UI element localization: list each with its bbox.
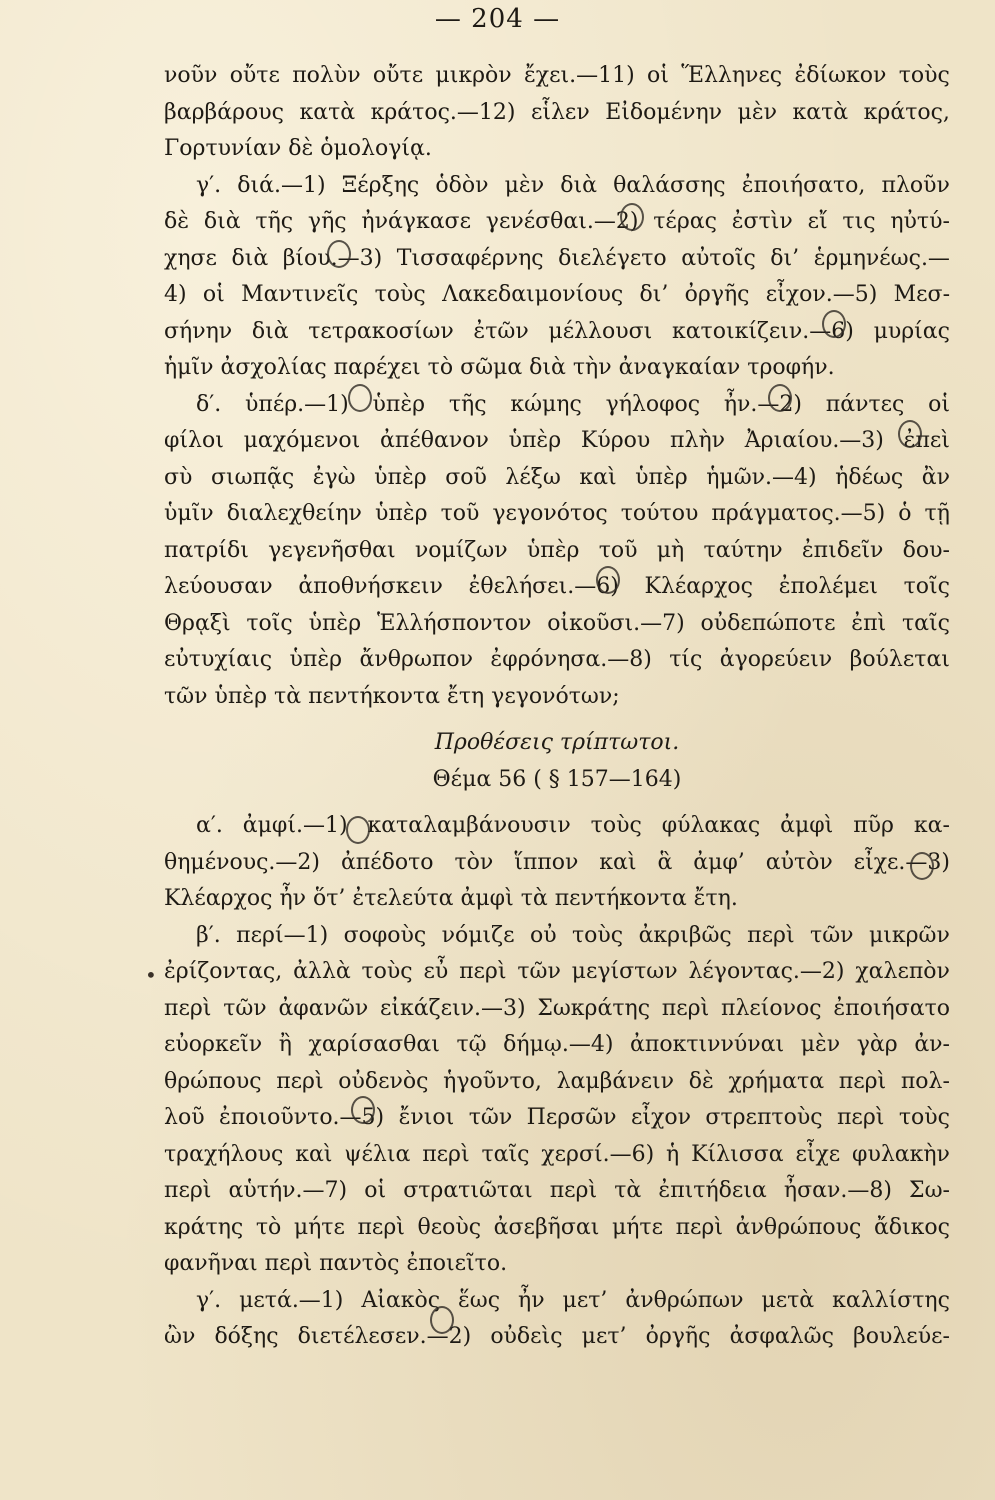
word: εὐορκεῖν	[164, 1032, 263, 1057]
word: ὑπέρ.—1)	[245, 391, 349, 417]
word: ἐπὶ	[851, 610, 887, 636]
word: γενέσθαι.—2)	[485, 209, 639, 234]
word: τραχήλους	[164, 1141, 284, 1167]
page-number: — 204 —	[434, 4, 561, 34]
word: χαλεπὸν	[855, 959, 950, 984]
word: ὑπὲρ	[374, 464, 427, 490]
word: ἀνθρώπων	[625, 1287, 744, 1313]
word: κα-	[913, 813, 950, 838]
word: νομίζων	[414, 537, 508, 563]
word: περὶ	[164, 1178, 212, 1203]
word: ἐθελήσει.—6)	[468, 574, 619, 599]
text-line	[164, 808, 950, 845]
word: μετά.—1)	[239, 1287, 344, 1313]
word: περὶ	[164, 995, 212, 1021]
word: ἀμφ’	[693, 849, 745, 875]
word: φύλακας	[661, 813, 761, 838]
word: μικρῶν	[868, 922, 950, 948]
text-line	[164, 606, 950, 643]
text-line	[164, 460, 950, 497]
word: ἕως	[457, 1287, 501, 1313]
word: Κύρου	[580, 428, 651, 453]
word: μετ’	[581, 1324, 627, 1349]
word: ὁδὸν	[435, 172, 489, 198]
text-line	[164, 533, 950, 570]
word: ὁ	[898, 501, 912, 526]
word: τοῦ	[440, 501, 480, 526]
word: πατρίδι	[164, 537, 249, 563]
word: διὰ	[251, 318, 289, 344]
word: πάντες	[825, 391, 905, 417]
word: Ἕλληνες	[681, 63, 783, 88]
word: χρήματα	[728, 1068, 825, 1094]
word: ἐγὼ	[312, 464, 356, 490]
word: σοφοὺς	[343, 922, 427, 948]
word: οὐ	[529, 922, 557, 948]
word: πλοῦν	[881, 172, 950, 198]
word: ἀσφαλῶς	[729, 1324, 834, 1349]
word: ἀσεβῆσαι	[493, 1214, 600, 1240]
word: Κίλισσα	[691, 1141, 784, 1167]
word: βαρβάρους	[164, 99, 284, 125]
word: τοὺς	[898, 1105, 950, 1130]
word: ἵππον	[514, 849, 579, 875]
word: ἀνθρώπους	[735, 1214, 862, 1240]
word: πῦρ	[853, 813, 894, 838]
word: ἐφρόνησα.—8)	[490, 647, 652, 672]
word: διετέλεσεν.—2)	[297, 1324, 472, 1349]
word: τις	[842, 209, 876, 234]
word: ἔχει.—11)	[523, 63, 635, 88]
word: μέλλουσι	[548, 318, 653, 344]
word: δὲ	[164, 209, 190, 234]
word: ἄδικος	[873, 1214, 950, 1240]
word: ἔνιοι	[398, 1105, 455, 1130]
word: δου-	[902, 537, 950, 563]
word: δι’	[770, 245, 800, 271]
word: περὶ	[838, 1068, 887, 1094]
word: καὶ	[295, 1141, 333, 1167]
word: μετὰ	[761, 1287, 815, 1313]
word: 4)	[164, 282, 187, 307]
word: οὐδεὶς	[490, 1324, 563, 1349]
word: κράτος.—12)	[370, 99, 516, 125]
word: ἦσαν.—8)	[783, 1178, 892, 1203]
word: λεύουσαν	[164, 574, 273, 599]
word: τοὺς	[361, 959, 413, 984]
word: θαλάσσης	[613, 172, 726, 198]
word: ἀν-	[914, 1032, 950, 1057]
word: Περσῶν	[526, 1105, 617, 1130]
word: οὐδενὸς	[338, 1068, 429, 1094]
word: Μεσ-	[893, 282, 950, 307]
word: τίς	[669, 647, 703, 672]
word: καλλίστης	[832, 1287, 950, 1313]
word: μὲν	[504, 172, 545, 198]
word: σοῦ	[445, 464, 487, 490]
word: λέγοντας.—2)	[688, 959, 845, 984]
word: διὰ	[203, 209, 241, 234]
word: περὶ	[459, 959, 507, 984]
word: περί—1)	[236, 922, 329, 948]
word: γῆς	[307, 209, 347, 234]
paragraph-meta	[164, 1283, 950, 1356]
word: ἐποιήσατο,	[741, 172, 866, 198]
word: τὸν	[454, 849, 494, 875]
word: ὑπὲρ	[374, 501, 428, 526]
text-line	[164, 1283, 950, 1320]
word: γεγονότος	[492, 501, 608, 526]
word: εἶχον	[630, 1105, 691, 1130]
word: αὐτοῖς	[681, 245, 756, 271]
word: τοὺς	[572, 922, 624, 948]
word: λοῦ	[164, 1105, 205, 1130]
word: σήνην	[164, 318, 233, 344]
text-line	[164, 204, 950, 241]
word: μεγίστων	[571, 959, 678, 984]
word: τούτου	[620, 501, 699, 526]
word: τὸ	[255, 1214, 282, 1240]
word: ἀλλὰ	[293, 959, 351, 984]
word: διὰ	[560, 172, 597, 198]
word: πράγματος.—5)	[711, 501, 886, 526]
word: ἐδίωκον	[794, 63, 887, 88]
word: περὶ	[747, 922, 795, 948]
word: ἀποκτιννύναι	[630, 1032, 785, 1057]
word: μικρὸν	[435, 63, 512, 88]
word: ὑπὲρ	[289, 647, 343, 672]
word: ἐποιήσατο	[833, 995, 950, 1021]
word: ἐτῶν	[473, 318, 529, 344]
word: τοὺς	[374, 282, 426, 307]
word: ἀγορεύειν	[719, 647, 833, 672]
word: λέξω	[505, 464, 561, 490]
margin-dot: •	[145, 963, 157, 987]
text-line	[164, 1064, 950, 1101]
word: δήμῳ.—4)	[503, 1032, 614, 1057]
word: τὰ	[614, 1178, 642, 1203]
word: περὶ	[675, 1214, 723, 1240]
paragraph-dia	[164, 168, 950, 387]
word: μήτε	[293, 1214, 345, 1240]
word: εἶχε.—3)	[853, 849, 950, 875]
word: ἀπέθανον	[380, 428, 489, 453]
word: γεγενῆσθαι	[268, 537, 396, 563]
word: διαλεχθείην	[226, 501, 362, 526]
word: Τισσαφέρνης	[396, 245, 544, 271]
word: μετ’	[562, 1287, 608, 1313]
word: τῶν	[810, 922, 854, 948]
word: κράτης	[164, 1214, 244, 1240]
word: εἶχον.—5)	[765, 282, 878, 307]
word: ἀμφί.—1)	[242, 813, 348, 838]
word: ἂν	[921, 464, 950, 490]
word: τῆς	[255, 209, 294, 234]
word: ἀπέδοτο	[340, 849, 434, 875]
word: τῶν	[517, 959, 561, 984]
word: τῶν	[223, 995, 267, 1021]
word: θεοὺς	[417, 1214, 482, 1240]
word: νοῦν	[164, 63, 218, 88]
word: οὐδεπώποτε	[700, 610, 836, 636]
word: δόξης	[214, 1324, 279, 1349]
text-line	[164, 991, 950, 1028]
word: οὔτε	[372, 63, 424, 88]
word: διά.—1)	[237, 172, 326, 198]
word: ταῖς	[901, 610, 950, 636]
section-heading: Προθέσεις τρίπτωτοι.	[434, 730, 680, 755]
text-line	[164, 845, 950, 882]
word: εἴ	[807, 209, 828, 234]
text-line	[164, 569, 950, 606]
word: οἱ	[928, 391, 950, 417]
word: ἑρμηνέως.—	[813, 245, 950, 271]
text-line	[164, 954, 950, 991]
section-subheading: Θέμα 56 ( § 157—164)	[432, 766, 682, 792]
word: καὶ	[599, 849, 637, 875]
text-line	[164, 95, 950, 132]
word: Λακεδαιμονίους	[442, 282, 624, 307]
word: ἠνάγκασε	[361, 209, 471, 234]
word: ἐπεὶ	[903, 428, 950, 453]
word: κατὰ	[792, 99, 849, 125]
word: σὺ	[164, 464, 193, 490]
word: ἦν.—2)	[723, 391, 802, 417]
word: ἡμῶν.—4)	[706, 464, 817, 490]
word: περὶ	[836, 1105, 885, 1130]
word: θημένους.—2)	[164, 849, 321, 875]
word: ἢ	[278, 1032, 292, 1057]
text-line	[164, 1027, 950, 1064]
word: τῇ	[924, 501, 950, 526]
word: εὐτυχίαις	[164, 647, 273, 672]
text-line: ἡμῖν ἀσχολίας παρέχει τὸ σῶμα διὰ τὴν ἀναγκαίαν τροφήν.	[164, 355, 835, 380]
text-line	[164, 277, 950, 314]
word: φίλοι	[164, 428, 224, 453]
word: πολὺν	[292, 63, 361, 88]
word: περὶ	[661, 995, 710, 1021]
word: αὐτὸν	[765, 849, 833, 875]
word: σιωπᾷς	[210, 464, 295, 490]
word: πολ-	[900, 1068, 950, 1094]
word: ἐρίζοντας,	[164, 959, 283, 984]
word: ὀργῆς	[645, 1324, 711, 1349]
body-text	[164, 58, 950, 1356]
text-line	[164, 1137, 950, 1174]
word: ἀκριβῶς	[638, 922, 732, 948]
word: πλείονος	[720, 995, 822, 1021]
word: Εἰδομένην	[605, 99, 723, 125]
word: δι’	[639, 282, 669, 307]
word: τοὺς	[898, 63, 950, 88]
word: περὶ	[276, 1068, 324, 1094]
word: εἰκάζειν.—3)	[380, 995, 526, 1021]
text-line: φανῆναι περὶ παντὸς ἐποιεῖτο.	[164, 1251, 508, 1276]
word: εἶχε	[795, 1141, 841, 1167]
word: τοῖς	[246, 610, 293, 636]
word: θρώπους	[164, 1068, 262, 1094]
word: χερσί.—6)	[541, 1141, 655, 1167]
word: ἀμφὶ	[780, 813, 834, 838]
word: ὑπὲρ	[526, 537, 580, 563]
word: κατοικίζειν.—6)	[671, 318, 854, 344]
paragraph-hyper	[164, 387, 950, 716]
word: αὑτήν.—7)	[228, 1178, 348, 1203]
word: τέρας	[653, 209, 717, 234]
word: τῶν	[468, 1105, 513, 1130]
word: ὑμῖν	[164, 501, 214, 526]
word: κράτος,	[863, 99, 950, 125]
word: οἱ	[202, 282, 225, 307]
word: οὔτε	[229, 63, 280, 88]
word: μὴ	[656, 537, 685, 563]
text-line	[164, 58, 950, 95]
text-line: Κλέαρχος ἦν ὅτ’ ἐτελεύτα ἀμφὶ τὰ πεντήκοντα ἔτη.	[164, 886, 738, 911]
word: τοὺς	[590, 813, 642, 838]
word: χαρίσασθαι	[308, 1032, 440, 1057]
word: α′.	[196, 813, 223, 838]
word: ὑπὲρ	[308, 610, 362, 636]
word: διὰ	[231, 245, 269, 271]
word: λαμβάνειν	[556, 1068, 675, 1094]
text-line: Γορτυνίαν δὲ ὁμολογίᾳ.	[164, 136, 432, 161]
word: Θρᾳξὶ	[164, 610, 231, 636]
word: διελέγετο	[558, 245, 667, 271]
word: Ἑλλήσποντον	[376, 610, 532, 636]
word: ἀποθνήσκειν	[298, 574, 443, 599]
word: ἦν	[518, 1287, 545, 1313]
word: βίου.—3)	[282, 245, 383, 271]
word: ταύτην	[703, 537, 783, 563]
word: ὢν	[164, 1324, 196, 1349]
word: δὲ	[688, 1068, 714, 1094]
word: ἡγοῦντο,	[443, 1068, 542, 1094]
text-line	[164, 241, 950, 278]
word: β′.	[196, 922, 221, 948]
text-line	[164, 1100, 950, 1137]
word: ὑπὲρ	[372, 391, 426, 417]
word: βούλεται	[849, 647, 950, 672]
word: τετρακοσίων	[308, 318, 454, 344]
word: ἐποιοῦντο.—5)	[219, 1105, 385, 1130]
word: στρεπτοὺς	[705, 1105, 823, 1130]
word: μυρίας	[873, 318, 950, 344]
text-line	[164, 423, 950, 460]
word: βουλεύε-	[853, 1324, 950, 1349]
word: γ′.	[196, 172, 222, 198]
word: ἃ	[657, 849, 673, 875]
word: περὶ	[422, 1141, 470, 1167]
word: τῆς	[448, 391, 487, 417]
word: Κλέαρχος	[644, 574, 753, 599]
word: νόμιζε	[441, 922, 515, 948]
word: εἷλεν	[530, 99, 590, 125]
word: φυλακὴν	[852, 1141, 950, 1167]
word: ἡ	[666, 1141, 680, 1167]
word: τοῖς	[903, 574, 950, 599]
word: κώμης	[510, 391, 582, 417]
word: κατὰ	[299, 99, 356, 125]
text-line	[164, 1319, 950, 1356]
word: πλὴν	[670, 428, 726, 453]
word: ψέλια	[344, 1141, 411, 1167]
word: ἐπιδεῖν	[801, 537, 884, 563]
word: γήλοφος	[605, 391, 701, 417]
word: περὶ	[549, 1178, 598, 1203]
word: ἡδέως	[835, 464, 904, 490]
word: Ξέρξης	[341, 172, 420, 198]
word: καὶ	[579, 464, 617, 490]
word: ὀργῆς	[684, 282, 750, 307]
text-line	[164, 496, 950, 533]
word: μὲν	[737, 99, 778, 125]
word: στρατιῶται	[403, 1178, 533, 1203]
paragraph-amphi	[164, 808, 950, 918]
word: Ἀριαίου.—3)	[744, 428, 884, 453]
text-line	[164, 918, 950, 955]
word: δ′.	[196, 391, 222, 417]
word: Σω-	[909, 1178, 950, 1203]
paragraph-continuation	[164, 58, 950, 168]
text-line	[164, 1210, 950, 1247]
word: τοῦ	[598, 537, 638, 563]
word: τῷ	[456, 1032, 487, 1057]
word: μαχόμενοι	[243, 428, 361, 453]
word: χησε	[164, 245, 217, 271]
word: εὖ	[423, 959, 449, 984]
text-line	[164, 314, 950, 351]
word: Σωκράτης	[537, 995, 651, 1021]
text-line: τῶν ὑπὲρ τὰ πεντήκοντα ἔτη γεγονότων;	[164, 683, 620, 709]
word: Αἰακὸς	[361, 1287, 441, 1313]
word: ὑπὲρ	[635, 464, 688, 490]
paragraph-peri	[164, 918, 950, 1283]
word: περὶ	[357, 1214, 405, 1240]
word: ἄνθρωπον	[359, 647, 473, 672]
text-line	[164, 168, 950, 205]
word: ἐπιτήδεια	[658, 1178, 767, 1203]
word: ταῖς	[481, 1141, 530, 1167]
word: οἱ	[364, 1178, 387, 1203]
text-line	[164, 642, 950, 679]
word: ἀφανῶν	[278, 995, 369, 1021]
word: οἱ	[647, 63, 669, 88]
word: καταλαμβάνουσιν	[367, 813, 571, 838]
word: Μαντινεῖς	[241, 282, 359, 307]
word: ὑπὲρ	[508, 428, 562, 453]
word: γὰρ	[856, 1032, 898, 1057]
word: μήτε	[611, 1214, 663, 1240]
text-line	[164, 387, 950, 424]
word: μὲν	[800, 1032, 841, 1057]
word: ἐπολέμει	[778, 574, 878, 599]
word: οἰκοῦσι.—7)	[547, 610, 685, 636]
word: ἐστὶν	[731, 209, 793, 234]
word: ηὐτύ-	[890, 209, 950, 234]
text-line	[164, 1173, 950, 1210]
word: γ′.	[196, 1287, 222, 1313]
